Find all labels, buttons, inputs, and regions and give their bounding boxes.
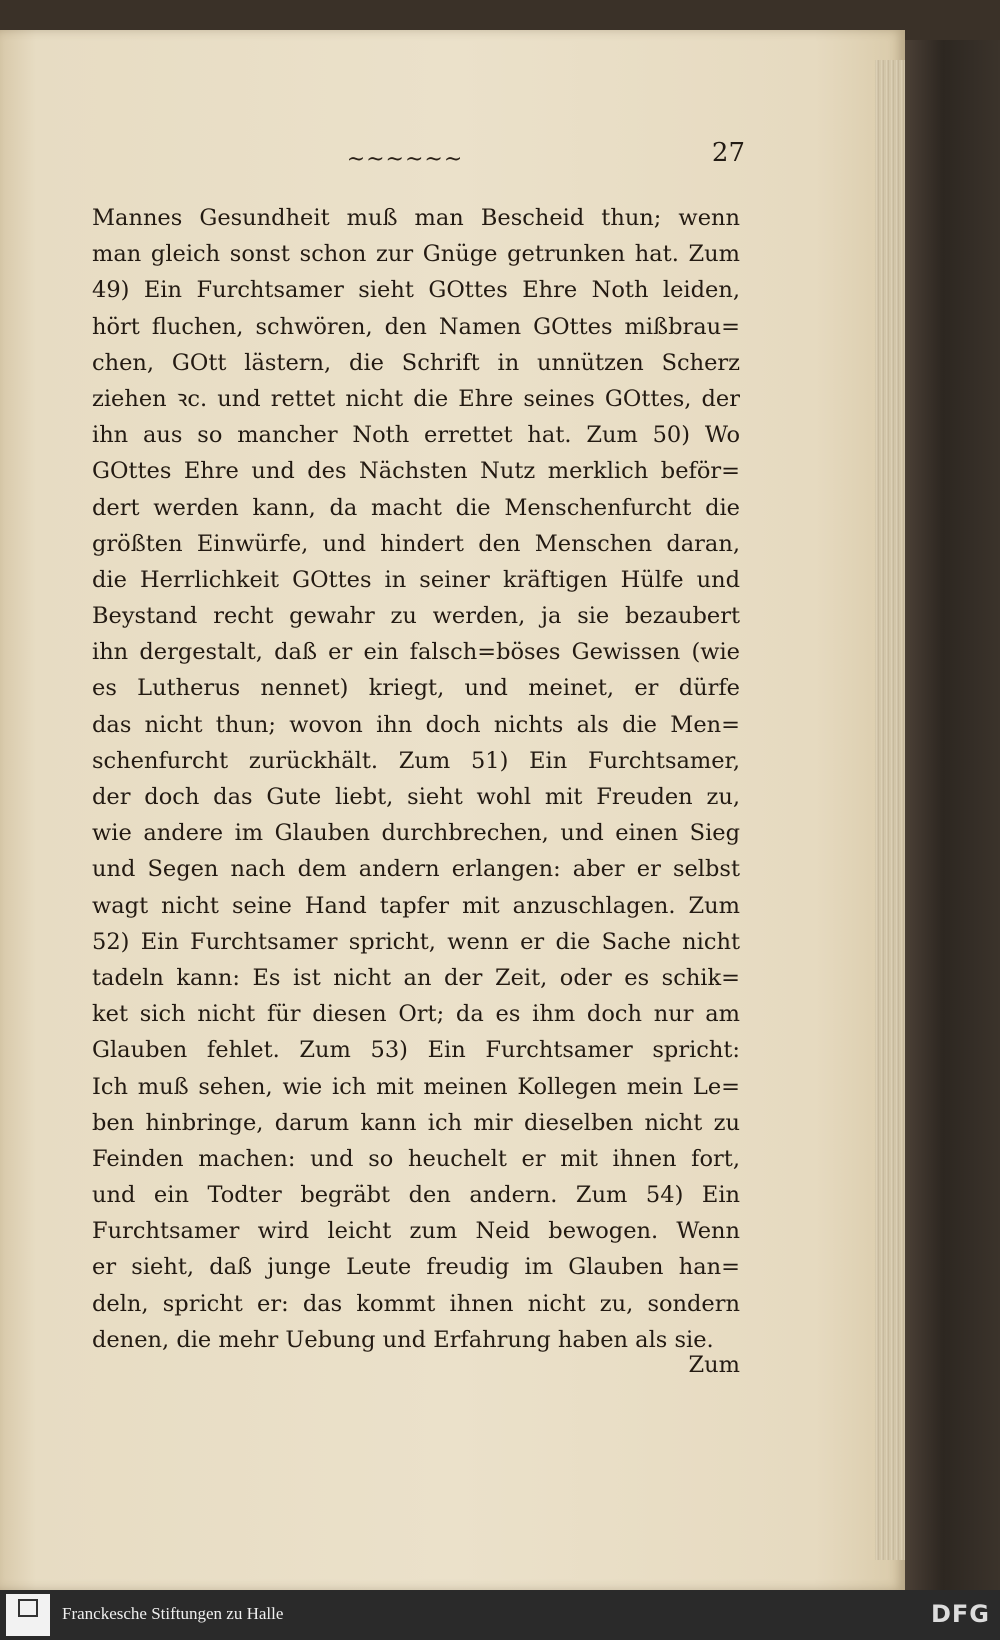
text-line: ziehen ꝛc. und rettet nicht die Ehre seines GOttes, der	[92, 385, 740, 412]
text-line: die Herrlichkeit GOttes in seiner kräftigen Hülfe und	[92, 566, 740, 593]
text-line: ben hinbringe, darum kann ich mir dieselben nicht zu	[92, 1109, 740, 1136]
text-line: ihn aus so mancher Noth errettet hat. Zum 50) Wo	[92, 422, 740, 449]
text-line: dert werden kann, da macht die Menschenfurcht die	[92, 494, 740, 521]
text-line: chen, GOtt lästern, die Schrift in unnützen Scherz	[92, 349, 740, 376]
text-line: Mannes Gesundheit muß man Bescheid thun; wenn	[92, 205, 740, 231]
text-line: 52) Ein Furchtsamer spricht, wenn er die Sache nicht	[92, 928, 740, 955]
text-line: der doch das Gute liebt, sieht wohl mit Freuden zu,	[92, 784, 740, 810]
franckesche-logo-icon[interactable]	[6, 1594, 50, 1636]
text-line: und Segen nach dem andern erlangen: aber er selbst	[92, 856, 740, 883]
text-line: Feinden machen: und so heuchelt er mit ihnen fort,	[92, 1145, 740, 1172]
text-line: Ich muß sehen, wie ich mit meinen Kollegen mein Le=	[92, 1073, 740, 1100]
text-line: ihn dergestalt, daß er ein falsch=böses Gewissen (wie	[92, 639, 740, 666]
text-line: GOttes Ehre und des Nächsten Nutz merklich beför=	[92, 458, 740, 485]
text-line: größten Einwürfe, und hindert den Menschen daran,	[92, 530, 740, 557]
book-cover	[905, 40, 1000, 1590]
footer-bar	[0, 1590, 1000, 1640]
text-line: er sieht, daß junge Leute freudig im Glauben han=	[92, 1254, 740, 1281]
page-edges	[875, 60, 905, 1560]
text-line: deln, spricht er: das kommt ihnen nicht zu, sondern	[92, 1290, 740, 1317]
text-line: wagt nicht seine Hand tapfer mit anzuschlagen. Zum	[92, 892, 740, 919]
body-text	[92, 200, 740, 1358]
text-line: denen, die mehr Uebung und Erfahrung haben als sie.	[92, 1326, 714, 1353]
text-line: wie andere im Glauben durchbrechen, und einen Sieg	[92, 820, 740, 847]
text-line: tadeln kann: Es ist nicht an der Zeit, oder es schik=	[92, 964, 740, 991]
text-line: es Lutherus nennet) kriegt, und meinet, er dürfe	[92, 675, 740, 702]
text-line: ket sich nicht für diesen Ort; da es ihm doch nur am	[92, 1001, 740, 1028]
catchword: Zum	[688, 1352, 740, 1378]
text-line: schenfurcht zurückhält. Zum 51) Ein Furchtsamer,	[92, 747, 740, 774]
dfg-logo[interactable]: DFG	[930, 1600, 990, 1628]
text-line: hört fluchen, schwören, den Namen GOttes mißbrau=	[92, 313, 740, 340]
text-line: 49) Ein Furchtsamer sieht GOttes Ehre Noth leiden,	[92, 277, 740, 304]
text-line: Furchtsamer wird leicht zum Neid bewogen. Wenn	[92, 1218, 740, 1245]
header-ornament: ~~~~~~	[346, 147, 464, 172]
text-line: Glauben fehlet. Zum 53) Ein Furchtsamer spricht:	[92, 1037, 740, 1064]
text-line: das nicht thun; wovon ihn doch nichts als die Men=	[92, 711, 740, 738]
page-number: 27	[711, 138, 745, 168]
text-line: und ein Todter begräbt den andern. Zum 54) Ein	[92, 1182, 740, 1209]
footer-title: Franckesche Stiftungen zu Halle	[62, 1604, 284, 1623]
text-line: man gleich sonst schon zur Gnüge getrunken hat. Zum	[92, 241, 740, 268]
text-line: Beystand recht gewahr zu werden, ja sie bezaubert	[92, 603, 740, 630]
